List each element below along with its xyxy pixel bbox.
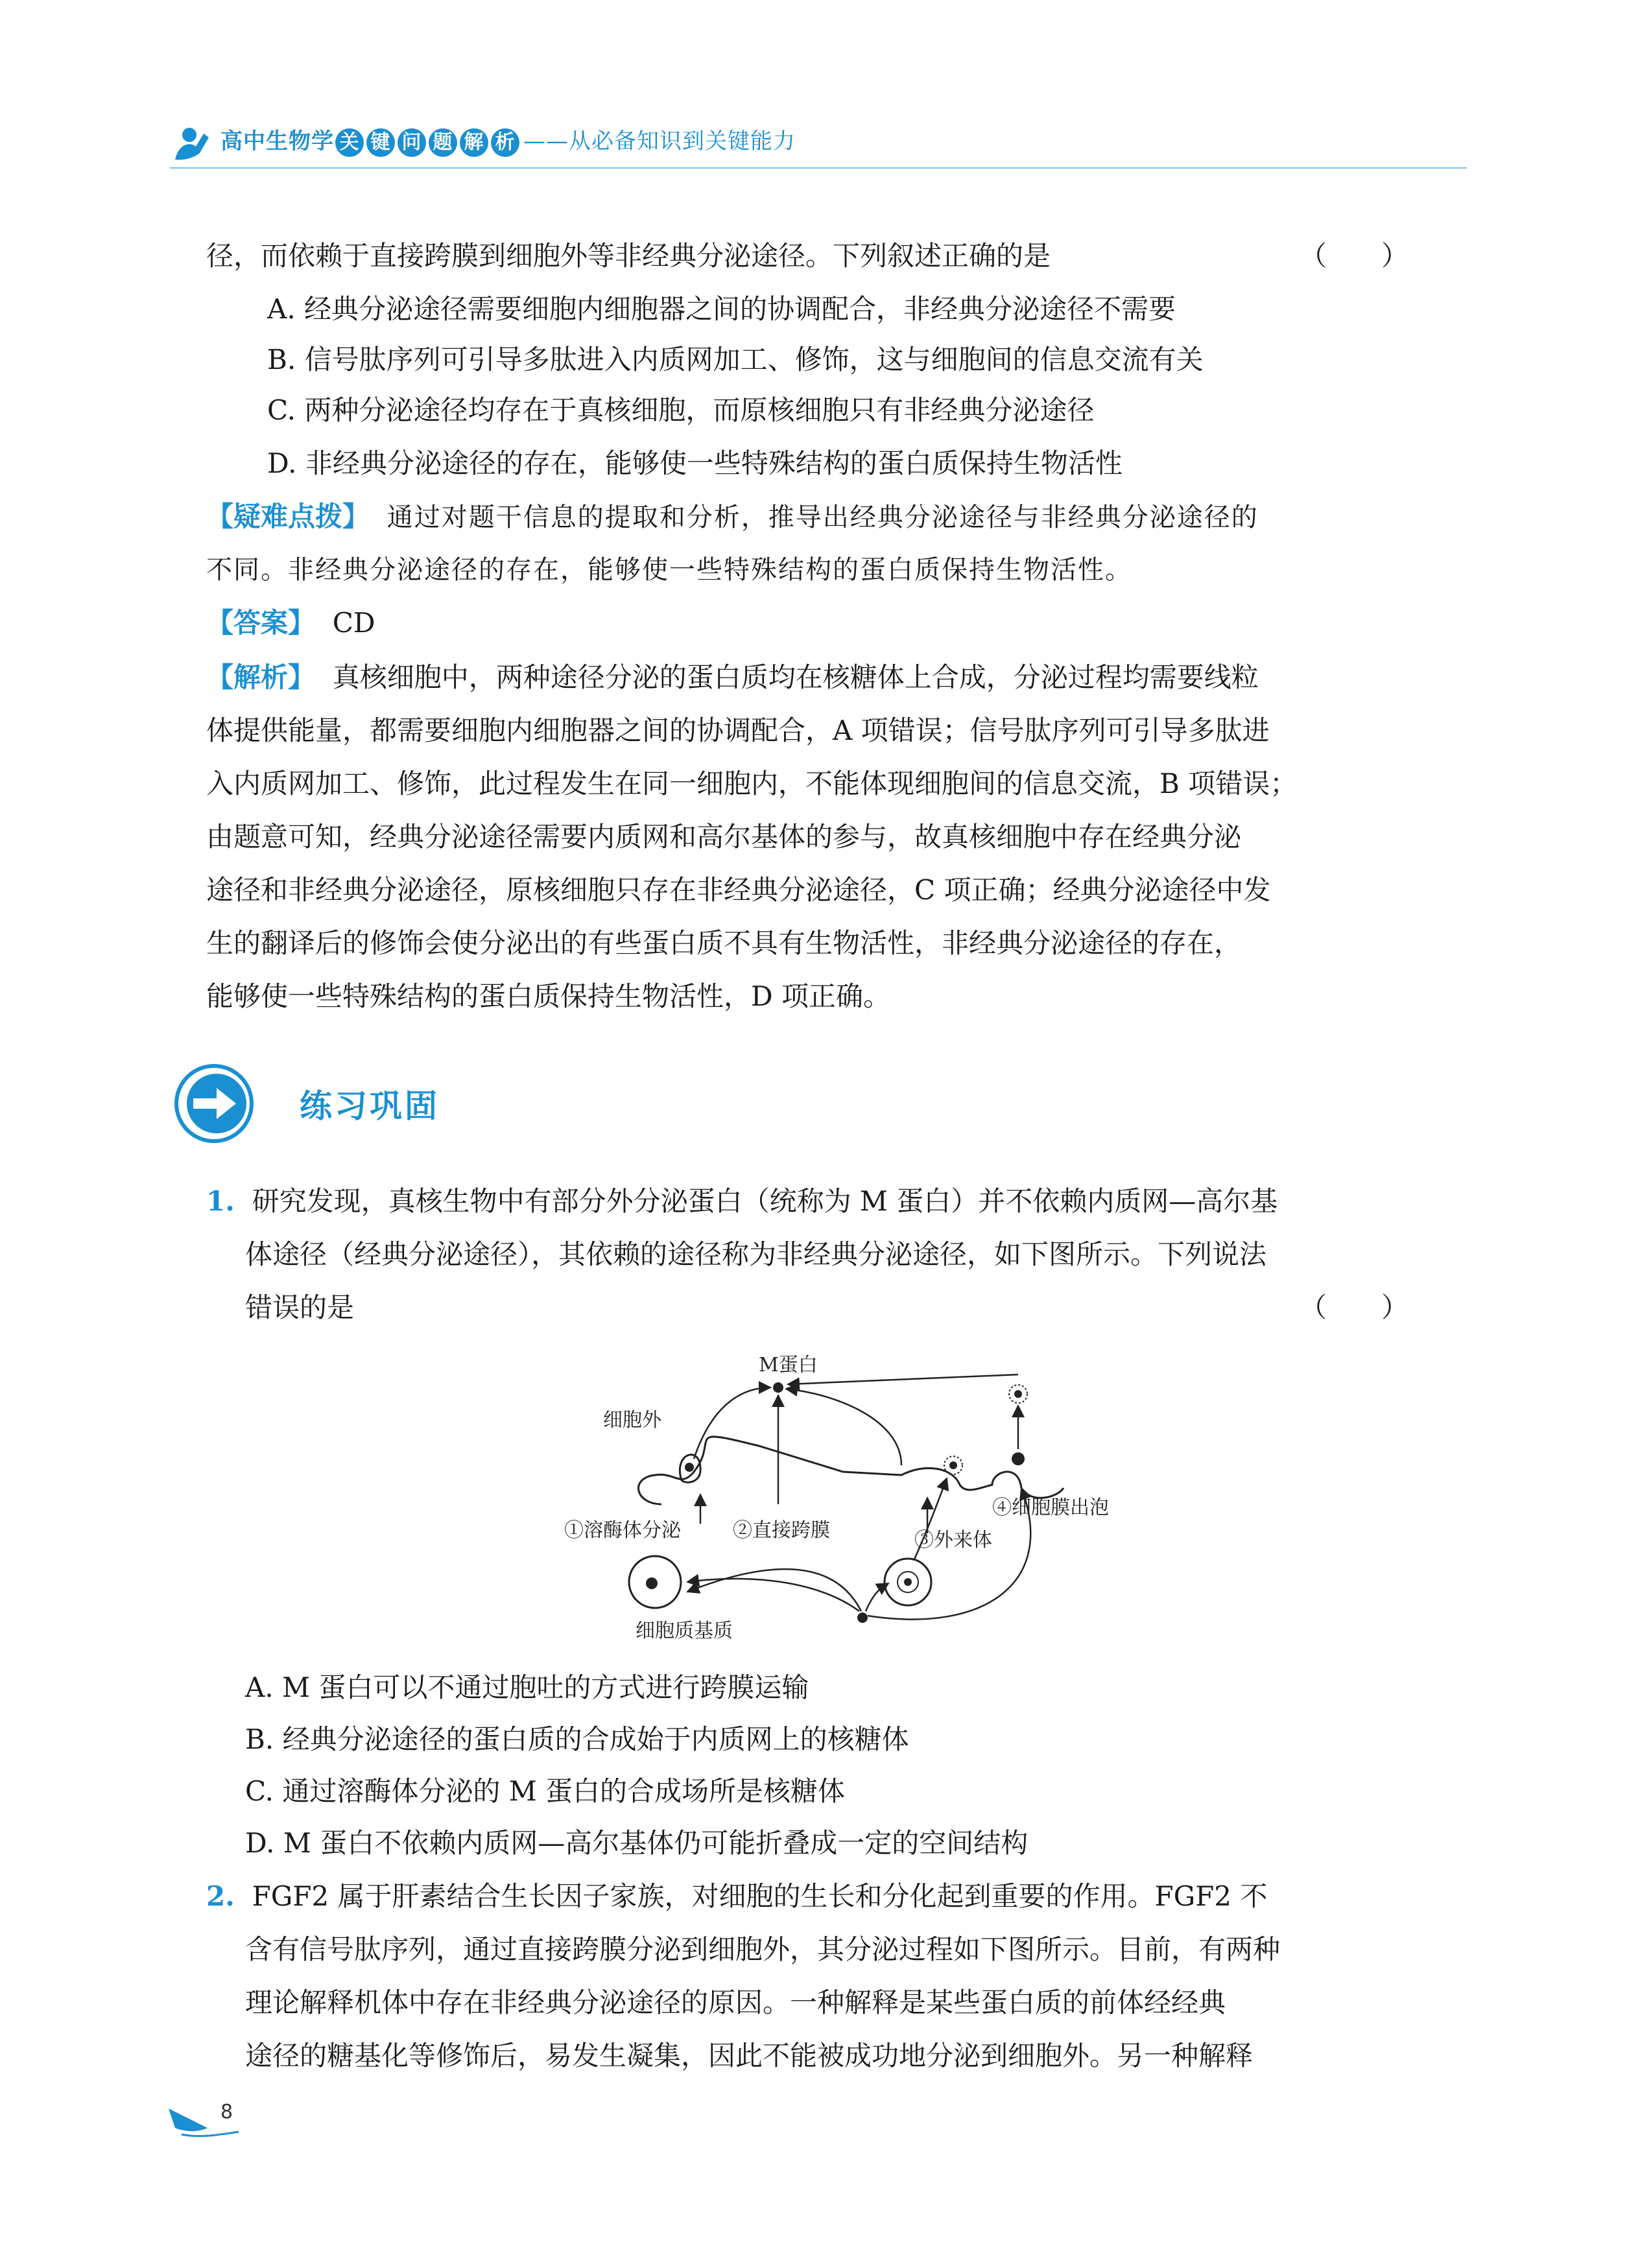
arrow-circle-icon [174, 1063, 254, 1144]
header-divider [170, 167, 1467, 169]
title-circled-char: 问 [398, 128, 426, 157]
analysis-line-5: 途径和非经典分泌途径，原核细胞只存在非经典分泌途径，C 项正确；经典分泌途径中发 [206, 874, 1271, 906]
option-c: C. 两种分泌途径均存在于真核细胞，而原核细胞只有非经典分泌途径 [267, 394, 1095, 426]
bleb-vesicle-dot [1012, 1452, 1025, 1465]
title-circled-char: 解 [460, 128, 488, 157]
title-circled-char: 析 [491, 128, 519, 157]
cytoplasm-label: 细胞质基质 [636, 1620, 733, 1642]
q1-option-a: A. M 蛋白可以不通过胞吐的方式进行跨膜运输 [245, 1671, 809, 1703]
hint-line-2: 不同。非经典分泌途径的存在，能够使一些特殊结构的蛋白质保持生物活性。 [206, 555, 1132, 585]
q1-option-d: D. M 蛋白不依赖内质网—高尔基体仍可能折叠成一定的空间结构 [245, 1827, 1029, 1859]
path4-label: ④细胞膜出泡 [992, 1496, 1109, 1519]
cytoplasm-protein-dot [857, 1612, 868, 1623]
q1-line-2: 体途径（经典分泌途径），其依赖的途径称为非经典分泌途径，如下图所示。下列说法 [245, 1238, 1267, 1270]
outside-label: 细胞外 [603, 1409, 661, 1432]
analysis-text: 真核细胞中，两种途径分泌的蛋白质均在核糖体上合成，分泌过程均需要线粒 [332, 661, 1259, 693]
lysosome-protein-dot [685, 1463, 694, 1472]
answer-paren: （ ） [1300, 240, 1409, 272]
answer-label: 【答案】 [206, 607, 316, 639]
question-stem-tail: 径，而依赖于直接跨膜到细胞外等非经典分泌途径。下列叙述正确的是 [206, 240, 1051, 272]
book-title [220, 123, 796, 157]
analysis-line-7: 能够使一些特殊结构的蛋白质保持生物活性，D 项正确。 [206, 980, 891, 1012]
analysis-line-3: 入内质网加工、修饰，此过程发生在同一细胞内，不能体现细胞间的信息交流，B 项错误； [206, 768, 1298, 799]
q1-option-c: C. 通过溶酶体分泌的 M 蛋白的合成场所是核糖体 [245, 1775, 846, 1807]
m-protein-dot [773, 1382, 783, 1393]
path2-label: ②直接跨膜 [733, 1519, 830, 1542]
q2-line-2: 含有信号肽序列，通过直接跨膜分泌到细胞外，其分泌过程如下图所示。目前，有两种 [245, 1933, 1281, 1965]
q2-number: 2. [206, 1880, 235, 1912]
q2-text: FGF2 属于肝素结合生长因子家族，对细胞的生长和分化起到重要的作用。FGF2 不 [252, 1880, 1268, 1912]
q2-line-4: 途径的糖基化等修饰后，易发生凝集，因此不能被成功地分泌到细胞外。另一种解释 [245, 2040, 1254, 2072]
q1-text: 研究发现，真核生物中有部分外分泌蛋白（统称为 M 蛋白）并不依赖内质网—高尔基 [252, 1185, 1278, 1217]
hint-line-1 [206, 498, 1259, 536]
book-subtitle: ——从必备知识到关键能力 [523, 128, 796, 154]
analysis-line-2: 体提供能量，都需要细胞内细胞器之间的协调配合，A 项错误；信号肽序列可引导多肽进 [206, 715, 1270, 746]
answer-value: CD [332, 607, 375, 639]
analysis-line-6: 生的翻译后的修饰会使分泌出的有些蛋白质不具有生物活性，非经典分泌途径的存在， [206, 927, 1242, 959]
hint-text: 通过对题干信息的提取和分析，推导出经典分泌途径与非经典分泌途径的 [386, 502, 1259, 532]
analysis-label: 【解析】 [206, 661, 316, 693]
path1-label: ①溶酶体分泌 [564, 1519, 681, 1542]
title-circled-char: 关 [335, 128, 364, 157]
q1-line-1 [206, 1183, 1278, 1220]
option-d: D. 非经典分泌途径的存在，能够使一些特殊结构的蛋白质保持生物活性 [267, 447, 1123, 479]
section-title: 练习巩固 [300, 1087, 440, 1125]
q1-number: 1. [206, 1185, 235, 1217]
hint-label: 【疑难点拨】 [206, 501, 370, 532]
title-part1: 高中生物学 [220, 128, 334, 154]
q1-answer-paren: （ ） [1300, 1292, 1409, 1323]
book-logo-icon [170, 118, 217, 165]
secretion-pathway-diagram [564, 1349, 1122, 1647]
path3-label: ③外来体 [914, 1529, 992, 1552]
q1-option-b: B. 经典分泌途径的蛋白质的合成始于内质网上的核糖体 [245, 1723, 909, 1755]
analysis-line-1 [206, 659, 1259, 696]
m-protein-label: M蛋白 [759, 1354, 818, 1376]
answer-line [206, 604, 375, 642]
option-b: B. 信号肽序列可引导多肽进入内质网加工、修饰，这与细胞间的信息交流有关 [267, 344, 1204, 375]
arrow-path4-up [788, 1375, 1018, 1384]
title-circled-char: 题 [429, 128, 457, 157]
q2-line-1 [206, 1878, 1267, 1915]
title-circled-char: 键 [366, 128, 395, 157]
analysis-line-4: 由题意可知，经典分泌途径需要内质网和高尔基体的参与，故真核细胞中存在经典分泌 [206, 821, 1242, 853]
q2-line-3: 理论解释机体中存在非经典分泌途径的原因。一种解释是某些蛋白质的前体经经典 [245, 1987, 1226, 2018]
q1-line-3: 错误的是 [245, 1292, 355, 1323]
cell-membrane [639, 1437, 1064, 1504]
page-number: 8 [220, 2101, 233, 2123]
option-a: A. 经典分泌途径需要细胞内细胞器之间的协调配合，非经典分泌途径不需要 [267, 293, 1176, 325]
arrow-path3-up [786, 1389, 901, 1465]
